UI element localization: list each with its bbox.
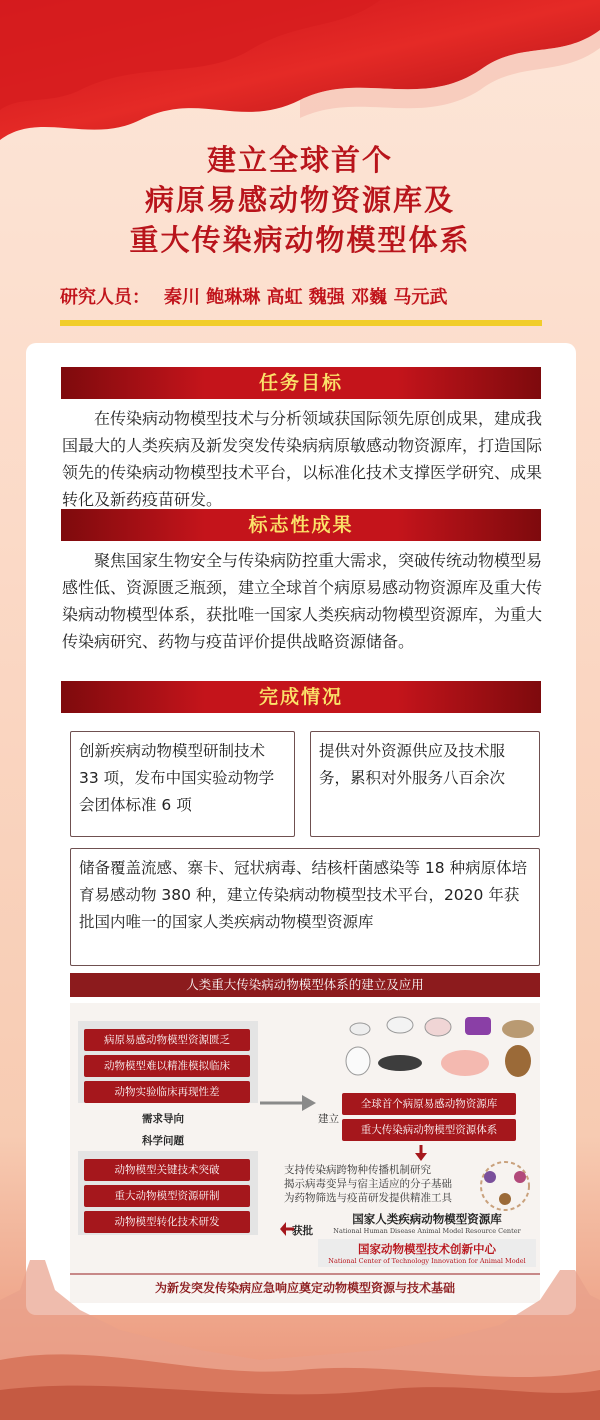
title-line-1: 建立全球首个 [206,143,393,177]
resource-center-en: National Human Disease Animal Model Resource Center [333,1227,521,1235]
support-text [284,1163,474,1205]
established-item-1: 全球首个病原易感动物资源库 [342,1093,516,1115]
researchers-label: 研究人员： [60,287,150,308]
arrow-right-icon [260,1083,320,1123]
problem-item-1: 病原易感动物模型资源匮乏 [84,1029,250,1051]
science-label: 科学问题 [142,1135,184,1147]
goal-text: 在传染病动物模型技术与分析领域获国际领先原创成果，建成我国最大的人类疾病及新发突发传染病病原敏感动物资源库，打造国际领先的传染病动物模型技术平台，以标准化技术支撑医学研究、成果转化及新药疫苗研发。 [62,409,543,509]
title-line-2: 病原易感动物资源库及 [144,183,455,217]
innovation-center-cn: 国家动物模型技术创新中心 [358,1242,496,1256]
resource-center-cn: 国家人类疾病动物模型资源库 [352,1212,502,1226]
achievement-heading: 标志性成果 [248,514,354,536]
problem-item-3: 动物实验临床再现性差 [84,1081,250,1103]
goal-heading: 任务目标 [258,372,343,394]
researchers-line [60,283,550,309]
solution-item-2: 重大动物模型资源研制 [84,1185,250,1207]
problem-item-2: 动物模型难以精准模拟临床 [84,1055,250,1077]
resource-center-block [318,1211,536,1235]
support-line-3: 为药物筛选与疫苗研发提供精准工具 [284,1192,452,1204]
solution-item-3: 动物模型转化技术研发 [84,1211,250,1233]
approved-label: 获批 [292,1225,313,1237]
establish-label: 建立 [318,1113,339,1125]
title-line-3: 重大传染病动物模型体系 [129,223,471,257]
support-line-2: 揭示病毒变异与宿主适应的分子基础 [284,1178,452,1190]
gold-divider [60,320,542,326]
innovation-center-en: National Center of Technology Innovation for Animal Model [328,1257,526,1265]
section-heading-goal [61,367,541,399]
cross-species-illustration [474,1159,536,1213]
established-item-2: 重大传染病动物模型资源体系 [342,1119,516,1141]
arrow-down-icon [414,1145,428,1161]
great-wall-scenery [0,1240,600,1420]
completion-box-2: 提供对外资源供应及技术服务，累积对外服务八百余次 [310,731,540,837]
solution-item-1: 动物模型关键技术突破 [84,1159,250,1181]
completion-box-1: 创新疾病动物模型研制技术 33 项，发布中国实验动物学会团体标准 6 项 [70,731,295,837]
section-heading-completion [61,681,541,713]
support-line-1: 支持传染病跨物种传播机制研究 [284,1164,431,1176]
diagram-title: 人类重大传染病动物模型体系的建立及应用 [70,973,540,997]
completion-heading: 完成情况 [258,686,343,708]
demand-label: 需求导向 [142,1113,184,1125]
researchers-names: 秦川 鲍琳琳 高虹 魏强 邓巍 马元武 [164,287,448,308]
completion-box-3: 储备覆盖流感、寨卡、冠状病毒、结核杆菌感染等 18 种病原体培育易感动物 380 种，建立传染病动物模型技术平台，2020 年获批国内唯一的国家人类疾病动物模型资源库 [70,848,540,966]
lab-animals-illustration [340,1007,536,1081]
section-heading-achievement [61,509,541,541]
arrow-left-icon [280,1219,294,1239]
diagram-footer: 为新发突发传染病应急响应奠定动物模型资源与技术基础 [154,1281,455,1295]
content-card [26,343,576,1315]
title-block [0,140,600,260]
achievement-text: 聚焦国家生物安全与传染病防控重大需求，突破传统动物模型易感性低、资源匮乏瓶颈，建立全球首个病原易感动物资源库及重大传染病动物模型体系，获批唯一国家人类疾病动物模型资源库，为重大传染病研究、药物与疫苗评价提供战略资源储备。 [62,551,543,651]
